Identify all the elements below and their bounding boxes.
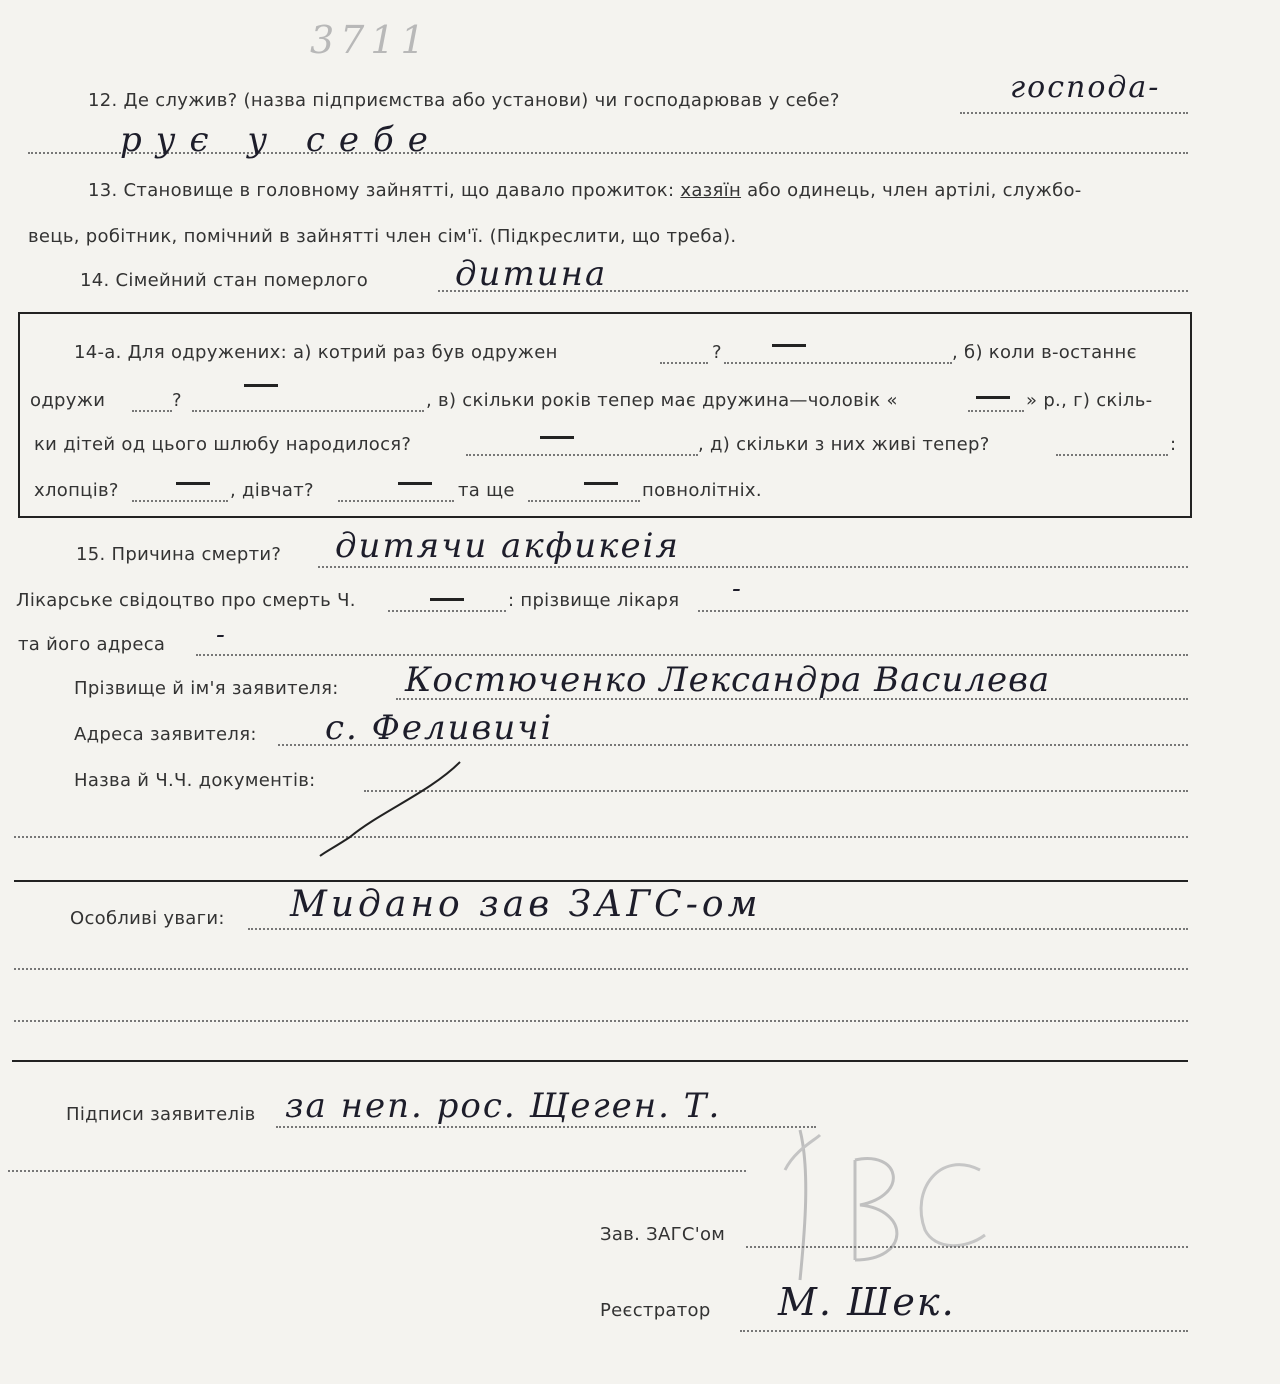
q14a-f: : xyxy=(1170,434,1177,455)
q14a-line4-end: повнолітніх. xyxy=(642,480,762,501)
q14a-c: , в) скільки років тепер має дружина—чоловік « xyxy=(426,390,898,411)
q14a-line3: ки дітей од цього шлюбу народилося? xyxy=(34,434,412,455)
q12-label: 12. Де служив? (назва підприємства або установи) чи господарював у себе? xyxy=(88,90,840,111)
q14a-dash-c xyxy=(976,396,1010,399)
documents-label: Назва й Ч.Ч. документів: xyxy=(74,770,316,791)
applicant-address-label: Адреса заявителя: xyxy=(74,724,257,745)
q14a-dash-g xyxy=(540,436,574,439)
q15-answer: дитячи акфикеія xyxy=(335,526,680,566)
doctor-answer-line xyxy=(698,610,1188,612)
q14a-dash-boys xyxy=(176,482,210,485)
applicant-name-label: Прізвище й ім'я заявителя: xyxy=(74,678,339,699)
applicant-address-answer: с. Феливичі xyxy=(325,708,554,748)
doctor-address-line xyxy=(196,654,1188,656)
q14a-q2: ? xyxy=(172,390,182,411)
pencil-mark: 3711 xyxy=(310,18,431,62)
head-label: Зав. ЗАГС'ом xyxy=(600,1224,726,1245)
q14a-d: » р., г) скіль- xyxy=(1026,390,1153,411)
registrar-signature: М. Шек. xyxy=(778,1280,956,1324)
q14a-answer-c xyxy=(968,410,1024,412)
q14a-dash-a xyxy=(772,344,806,347)
registrar-signature-line xyxy=(740,1330,1188,1332)
notes-answer: Мидано зав ЗАГС-ом xyxy=(290,884,762,925)
q14a-answer-g xyxy=(466,454,698,456)
applicant-name-answer: Костюченко Лександра Василева xyxy=(405,660,1051,700)
q13-suffix: або одинець, член артілі, службо- xyxy=(747,180,1082,201)
notes-line-1 xyxy=(248,928,1188,930)
q14-answer: дитина xyxy=(455,254,608,294)
notes-label: Особливі уваги: xyxy=(70,908,225,929)
documents-line-1 xyxy=(364,790,1188,792)
applicant-signature-label: Підписи заявителів xyxy=(66,1104,256,1125)
q14a-answer-adults xyxy=(528,500,640,502)
q13-line2: вець, робітник, помічний в зайнятті член сім'ї. (Підкреслити, що треба). xyxy=(28,226,737,247)
q14-label: 14. Сімейний стан померлого xyxy=(80,270,369,291)
q14a-dash-adults xyxy=(584,482,618,485)
q14a-dash-b xyxy=(244,384,278,387)
q14a-line4-more: та ще xyxy=(458,480,515,501)
applicant-signature-line xyxy=(276,1126,816,1128)
doctor-label: : прізвище лікаря xyxy=(508,590,680,611)
q14a-q: ? xyxy=(712,342,722,363)
q14a-line4-girls: , дівчат? xyxy=(230,480,314,501)
q13-line1 xyxy=(88,180,1082,201)
doctor-address-answer: - xyxy=(216,620,227,650)
q14a-line2: одружи xyxy=(30,390,106,411)
q13-selected-option: хазяїн xyxy=(680,180,742,201)
notes-line-2 xyxy=(14,968,1188,970)
q15-answer-line xyxy=(318,566,1188,568)
q13-prefix: 13. Становище в головному зайнятті, що давало прожиток: xyxy=(88,180,675,201)
q14a-b: , б) коли в-останнє xyxy=(952,342,1137,363)
q12-answer-part1: господа- xyxy=(1010,70,1161,105)
q14a-answer-girls xyxy=(338,500,454,502)
head-signature-line xyxy=(746,1246,1188,1248)
q14a-answer-b1 xyxy=(132,410,172,412)
doctor-answer: - xyxy=(732,574,743,604)
registrar-label: Реєстратор xyxy=(600,1300,711,1321)
q14a-answer-d xyxy=(1056,454,1168,456)
q14a-answer-boys xyxy=(132,500,228,502)
q14a-line1 xyxy=(74,342,558,363)
q14a-line4-boys: хлопців? xyxy=(34,480,119,501)
certificate-dash xyxy=(430,598,464,601)
certificate-answer-line xyxy=(388,610,506,612)
divider-1 xyxy=(14,880,1188,882)
q14a-answer-a xyxy=(660,362,708,364)
applicant-signature-line-2 xyxy=(8,1170,746,1172)
q12-answer-part2: рує у себе xyxy=(120,120,442,160)
q12-answer-line-1 xyxy=(960,112,1188,114)
q14a-e: , д) скільки з них живі тепер? xyxy=(698,434,990,455)
doctor-address-label: та його адреса xyxy=(18,634,166,655)
q14a-dash-girls xyxy=(398,482,432,485)
q14a-text-1: 14-а. Для одружених: а) котрий раз був одружен xyxy=(74,342,558,363)
divider-2 xyxy=(12,1060,1188,1062)
certificate-label: Лікарське свідоцтво про смерть Ч. xyxy=(16,590,356,611)
applicant-signature: за неп. рос. Щеген. Т. xyxy=(285,1086,722,1126)
documents-line-2 xyxy=(14,836,1188,838)
q14a-answer-a2 xyxy=(724,362,952,364)
q14a-answer-b2 xyxy=(192,410,424,412)
q15-label: 15. Причина смерти? xyxy=(76,544,282,565)
pencil-initials xyxy=(760,1110,1000,1300)
notes-line-3 xyxy=(14,1020,1188,1022)
documents-strike-stroke xyxy=(310,752,480,862)
